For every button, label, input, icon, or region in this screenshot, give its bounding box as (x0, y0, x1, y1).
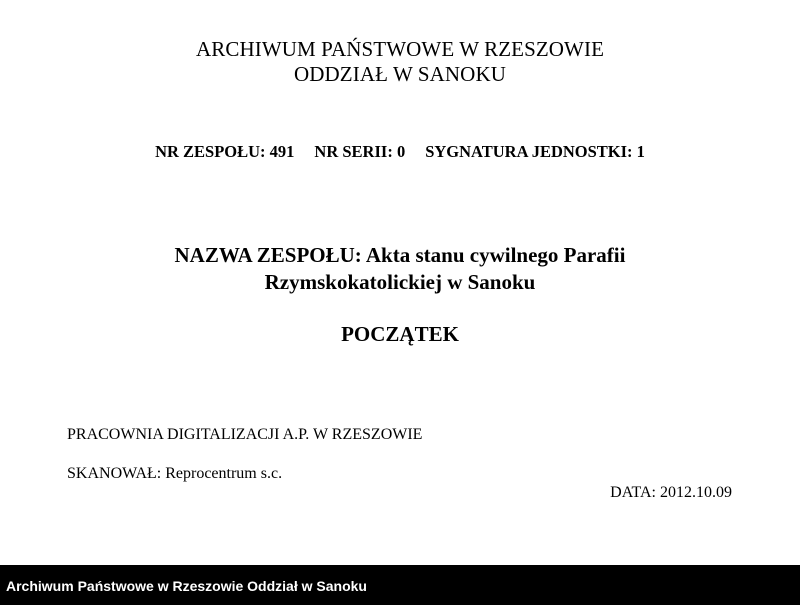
digitization-lab: PRACOWNIA DIGITALIZACJI A.P. W RZESZOWIE (67, 426, 423, 443)
archive-name: ARCHIWUM PAŃSTWOWE W RZESZOWIE (195, 37, 604, 61)
scan-date: DATA: 2012.10.09 (610, 484, 732, 501)
footer-caption: Archiwum Państwowe w Rzeszowie Oddział w Sanoku (6, 578, 367, 594)
section-title: POCZĄTEK (341, 322, 459, 346)
fond-name (0, 242, 800, 296)
fond-number: NR ZESPOŁU: 491 (155, 142, 295, 161)
fond-name-line-2: Rzymskokatolickiej w Sanoku (264, 270, 536, 294)
branch-name: ODDZIAŁ W SANOKU (294, 62, 506, 86)
unit-signature: SYGNATURA JEDNOSTKI: 1 (425, 142, 645, 161)
footer-bar (0, 565, 800, 605)
scanned-by: SKANOWAŁ: Reprocentrum s.c. (67, 465, 283, 482)
fond-name-line-1: NAZWA ZESPOŁU: Akta stanu cywilnego Parafii (174, 243, 626, 267)
reference-numbers (0, 142, 800, 162)
series-number: NR SERII: 0 (314, 142, 406, 161)
